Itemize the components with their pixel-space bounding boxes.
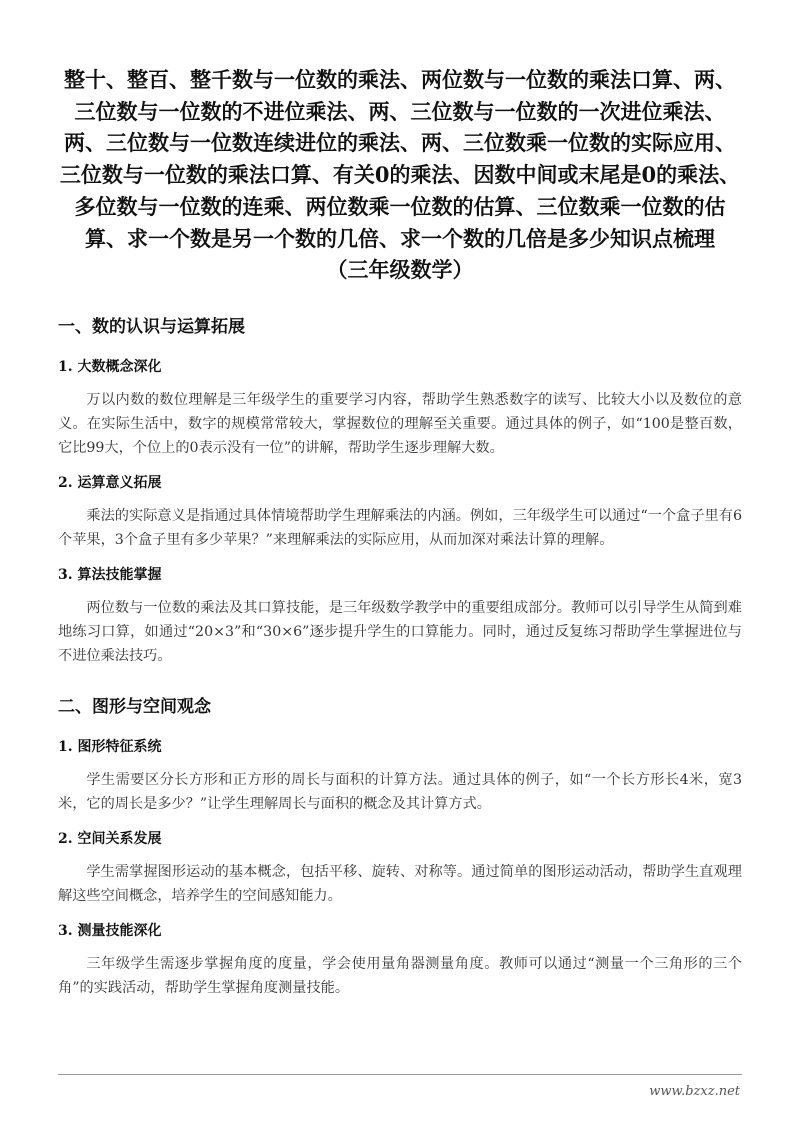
paragraph: 三年级学生需逐步掌握角度的度量，学会使用量角器测量角度。教师可以通过“测量一个三角形的三个角”的实践活动，帮助学生掌握角度测量技能。 [58,956,742,996]
title-subtitle: （三年级数学） [326,257,474,283]
title-line: 三位数与一位数的乘法口算、有关0的乘法、因数中间或末尾是0的乘法、 [59,162,741,188]
footer-url: www.bzxz.net [649,1084,740,1099]
subsection-heading: 1. 大数概念深化 [58,359,162,375]
section-heading: 二、图形与空间观念 [58,697,211,717]
title-line: 算、求一个数是另一个数的几倍、求一个数的几倍是多少知识点梳理 [85,225,715,251]
document-title [40,64,760,286]
subsection-heading: 3. 算法技能掌握 [58,567,162,583]
paragraph: 乘法的实际意义是指通过具体情境帮助学生理解乘法的内涵。例如，三年级学生可以通过“一个盒子里有6个苹果，3个盒子里有多少苹果？”来理解乘法的实际应用，从而加深对乘法计算的理解。 [58,508,742,548]
subsection-heading: 1. 图形特征系统 [58,739,162,755]
section-heading: 一、数的认识与运算拓展 [58,317,245,337]
document-body [58,314,742,1012]
paragraph: 学生需掌握图形运动的基本概念，包括平移、旋转、对称等。通过简单的图形运动活动，帮助学生直观理解这些空间概念，培养学生的空间感知能力。 [58,864,742,904]
paragraph: 万以内数的数位理解是三年级学生的重要学习内容，帮助学生熟悉数字的读写、比较大小以及数位的意义。在实际生活中，数字的规模常常较大，掌握数位的理解至关重要。通过具体的例子，如“100是整百数，它比99大，个位上的0表示没有一位”的讲解，帮助学生逐步理解大数。 [58,392,742,456]
footer-divider [58,1074,742,1075]
subsection-heading: 3. 测量技能深化 [58,923,162,939]
title-line: 多位数与一位数的连乘、两位数乘一位数的估算、三位数乘一位数的估 [74,193,726,219]
paragraph: 两位数与一位数的乘法及其口算技能，是三年级数学教学中的重要组成部分。教师可以引导学生从简到难地练习口算，如通过“20×3”和“30×6”逐步提升学生的口算能力。同时，通过反复练习帮助学生掌握进位与不进位乘法技巧。 [58,600,742,664]
subsection-heading: 2. 运算意义拓展 [58,475,162,491]
title-line: 三位数与一位数的不进位乘法、两、三位数与一位数的一次进位乘法、 [74,98,726,124]
section-number-and-operations [58,314,742,668]
section-geometry-and-space [58,694,742,1000]
subsection-heading: 2. 空间关系发展 [58,831,162,847]
paragraph: 学生需要区分长方形和正方形的周长与面积的计算方法。通过具体的例子，如“一个长方形长4米，宽3米，它的周长是多少？”让学生理解周长与面积的概念及其计算方式。 [58,772,742,812]
title-line: 两、三位数与一位数连续进位的乘法、两、三位数乘一位数的实际应用、 [64,130,736,156]
title-line: 整十、整百、整千数与一位数的乘法、两位数与一位数的乘法口算、两、 [64,67,736,92]
